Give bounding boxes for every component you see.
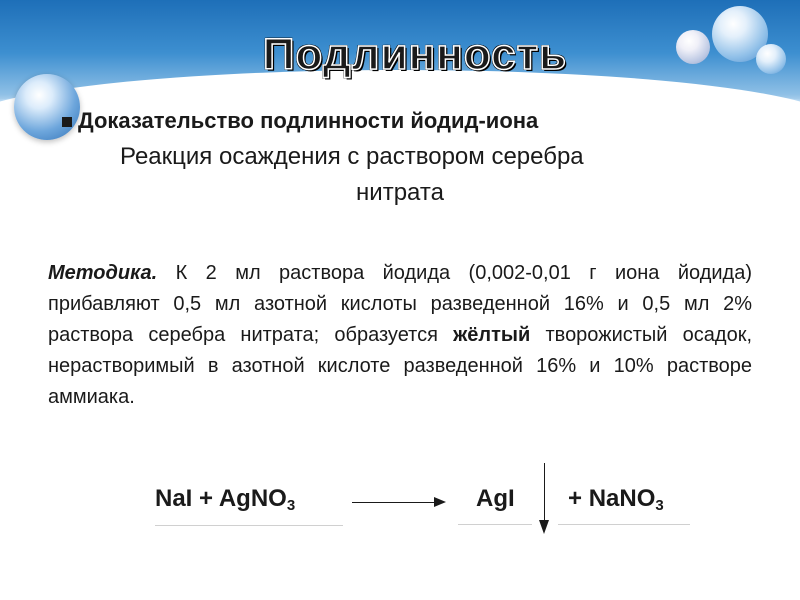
- reaction-arrow-line: [352, 502, 440, 503]
- reactant-agno3-subscript: 3: [286, 497, 296, 514]
- plus-sign: +: [192, 485, 219, 512]
- slide-subtitle: [62, 108, 538, 134]
- product-agi: AgI: [458, 485, 532, 525]
- equation-reactants: [155, 485, 343, 526]
- precipitate-arrow-icon: [539, 520, 549, 534]
- slide-title: Подлинность: [262, 30, 568, 79]
- reactant-agno3: [219, 485, 295, 512]
- reactant-nai: NaI: [155, 485, 193, 512]
- reaction-name-line1: Реакция осаждения с раствором серебра: [120, 143, 584, 170]
- product-nano3: [558, 485, 690, 525]
- reactant-agno3-base: AgNO: [218, 485, 287, 512]
- method-text-part2: творожистый осадок, нерастворимый в азотной кислоте разведенной 16% и 10% растворе аммиака.: [48, 324, 752, 408]
- method-label: Методика.: [48, 262, 158, 284]
- reaction-name-line2: нитрата: [356, 179, 444, 206]
- method-paragraph: [48, 258, 752, 413]
- precipitate-arrow-line: [544, 463, 545, 523]
- method-text-part1: К 2 мл раствора йодида (0,002-0,01 г иона йодида) прибавляют 0,5 мл азотной кислоты разведенной 16% и 0,5 мл 2% раствора серебра нитрата; образуется: [48, 262, 752, 346]
- subtitle-text: Доказательство подлинности йодид-иона: [78, 108, 539, 133]
- product-nano3-base: NaNO: [588, 485, 656, 512]
- method-highlight: жёлтый: [453, 324, 531, 346]
- reaction-arrow-icon: [434, 497, 446, 507]
- product-nano3-subscript: 3: [655, 497, 664, 514]
- bullet-icon: [62, 117, 72, 127]
- plus-sign-2: +: [568, 485, 589, 512]
